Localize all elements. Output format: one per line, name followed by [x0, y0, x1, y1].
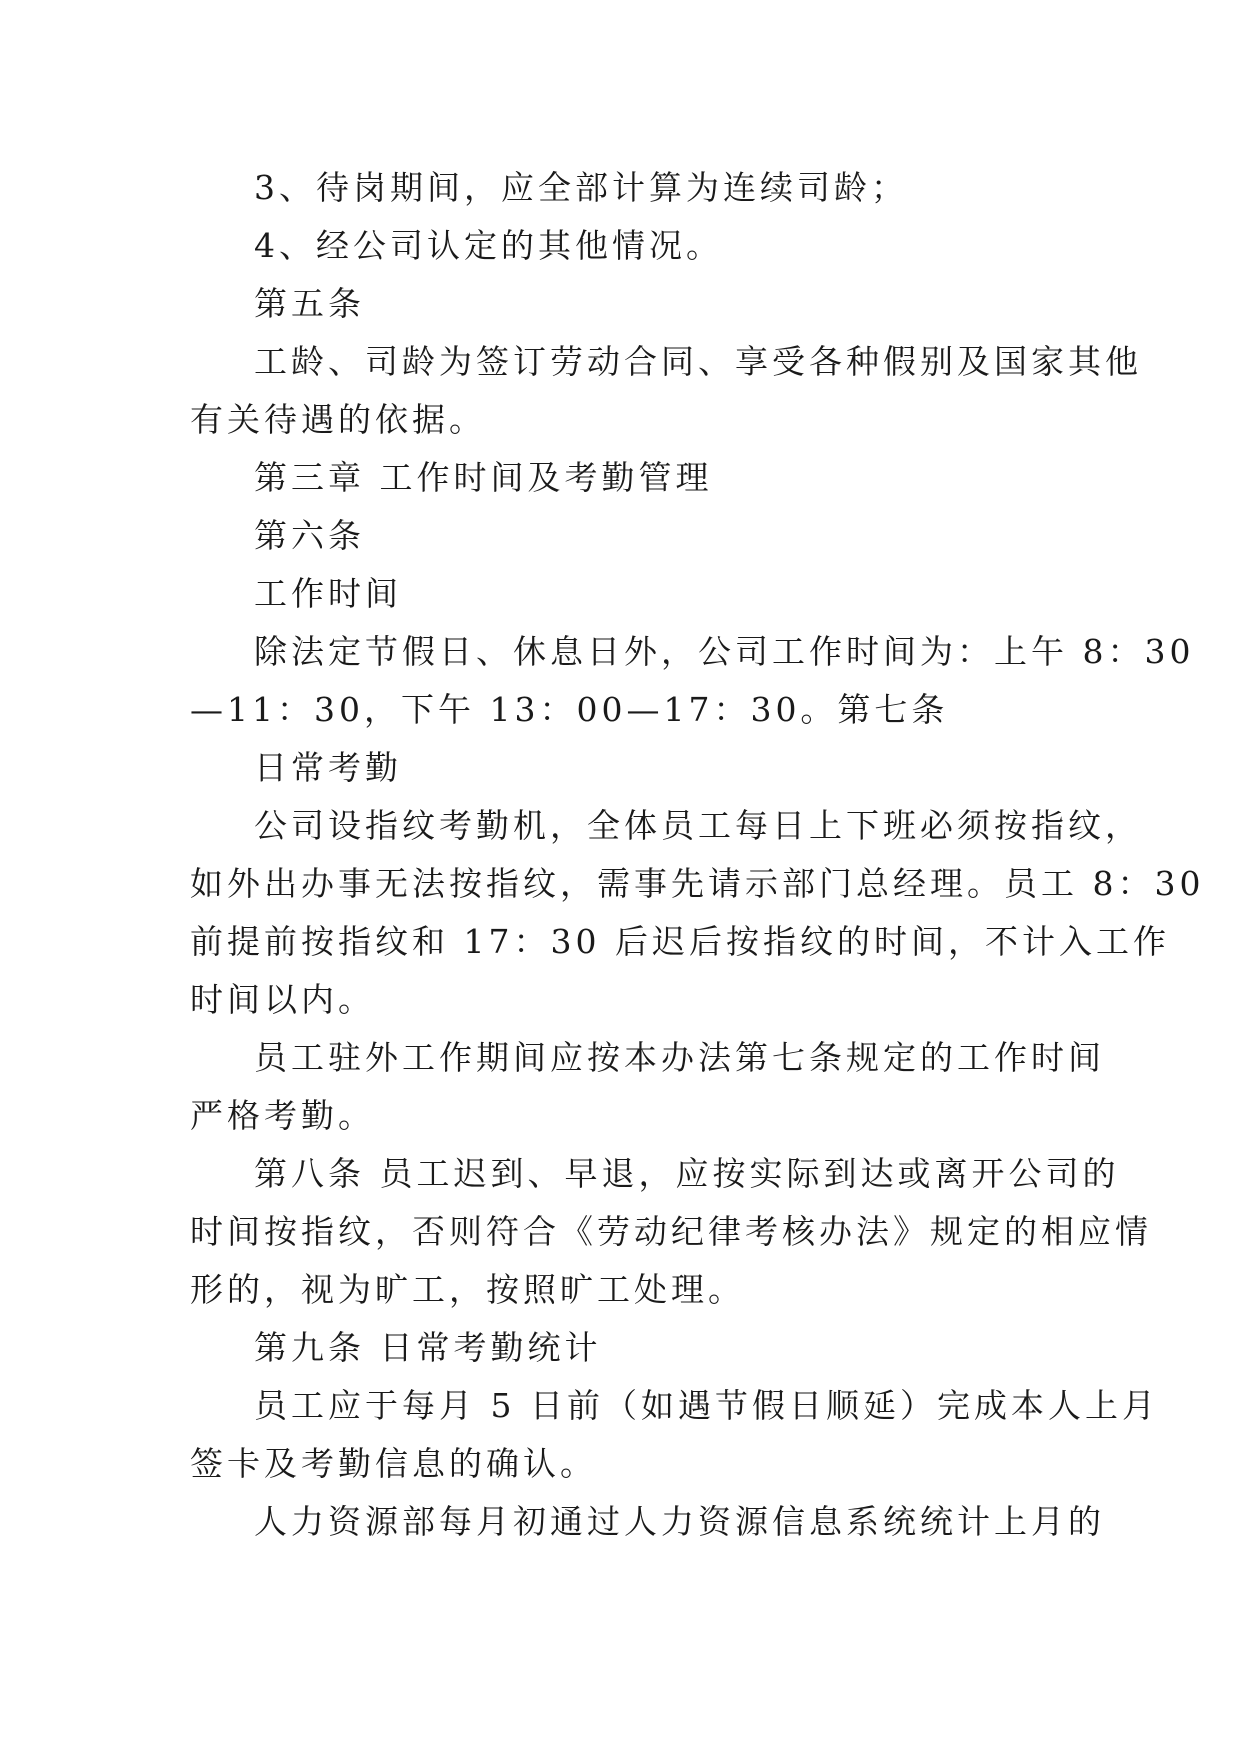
article-heading: 第六条 [254, 516, 365, 555]
text-line: 工龄、司龄为签订劳动合同、享受各种假别及国家其他 [254, 342, 1142, 381]
text-line: 时间以内。 [190, 980, 375, 1019]
text-line: 3、待岗期间，应全部计算为连续司龄； [254, 168, 908, 207]
chapter-heading: 第三章 工作时间及考勤管理 [254, 458, 713, 497]
text-line: 员工应于每月 5 日前（如遇节假日顺延）完成本人上月 [254, 1386, 1159, 1425]
text-line: 前提前按指纹和 17：30 后迟后按指纹的时间，不计入工作 [190, 922, 1170, 961]
article-heading: 第九条 日常考勤统计 [254, 1328, 602, 1367]
text-line: 严格考勤。 [190, 1096, 375, 1135]
text-line: 时间按指纹，否则符合《劳动纪律考核办法》规定的相应情 [190, 1212, 1152, 1251]
text-line: 除法定节假日、休息日外，公司工作时间为：上午 8：30 [254, 632, 1195, 671]
text-line: 第八条 员工迟到、早退，应按实际到达或离开公司的 [254, 1154, 1120, 1193]
text-line: 签卡及考勤信息的确认。 [190, 1444, 597, 1483]
text-line: 形的，视为旷工，按照旷工处理。 [190, 1270, 745, 1309]
text-line: 有关待遇的依据。 [190, 400, 486, 439]
text-line: 4、经公司认定的其他情况。 [254, 226, 723, 265]
text-line: 公司设指纹考勤机，全体员工每日上下班必须按指纹， [254, 806, 1142, 845]
text-line: —11：30，下午 13：00—17：30。第七条 [190, 690, 949, 729]
section-heading: 工作时间 [254, 574, 402, 613]
text-line: 人力资源部每月初通过人力资源信息系统统计上月的 [254, 1502, 1105, 1541]
section-heading: 日常考勤 [254, 748, 402, 787]
text-line: 员工驻外工作期间应按本办法第七条规定的工作时间 [254, 1038, 1105, 1077]
text-line: 如外出办事无法按指纹，需事先请示部门总经理。员工 8：30 [190, 864, 1205, 903]
article-heading: 第五条 [254, 284, 365, 323]
